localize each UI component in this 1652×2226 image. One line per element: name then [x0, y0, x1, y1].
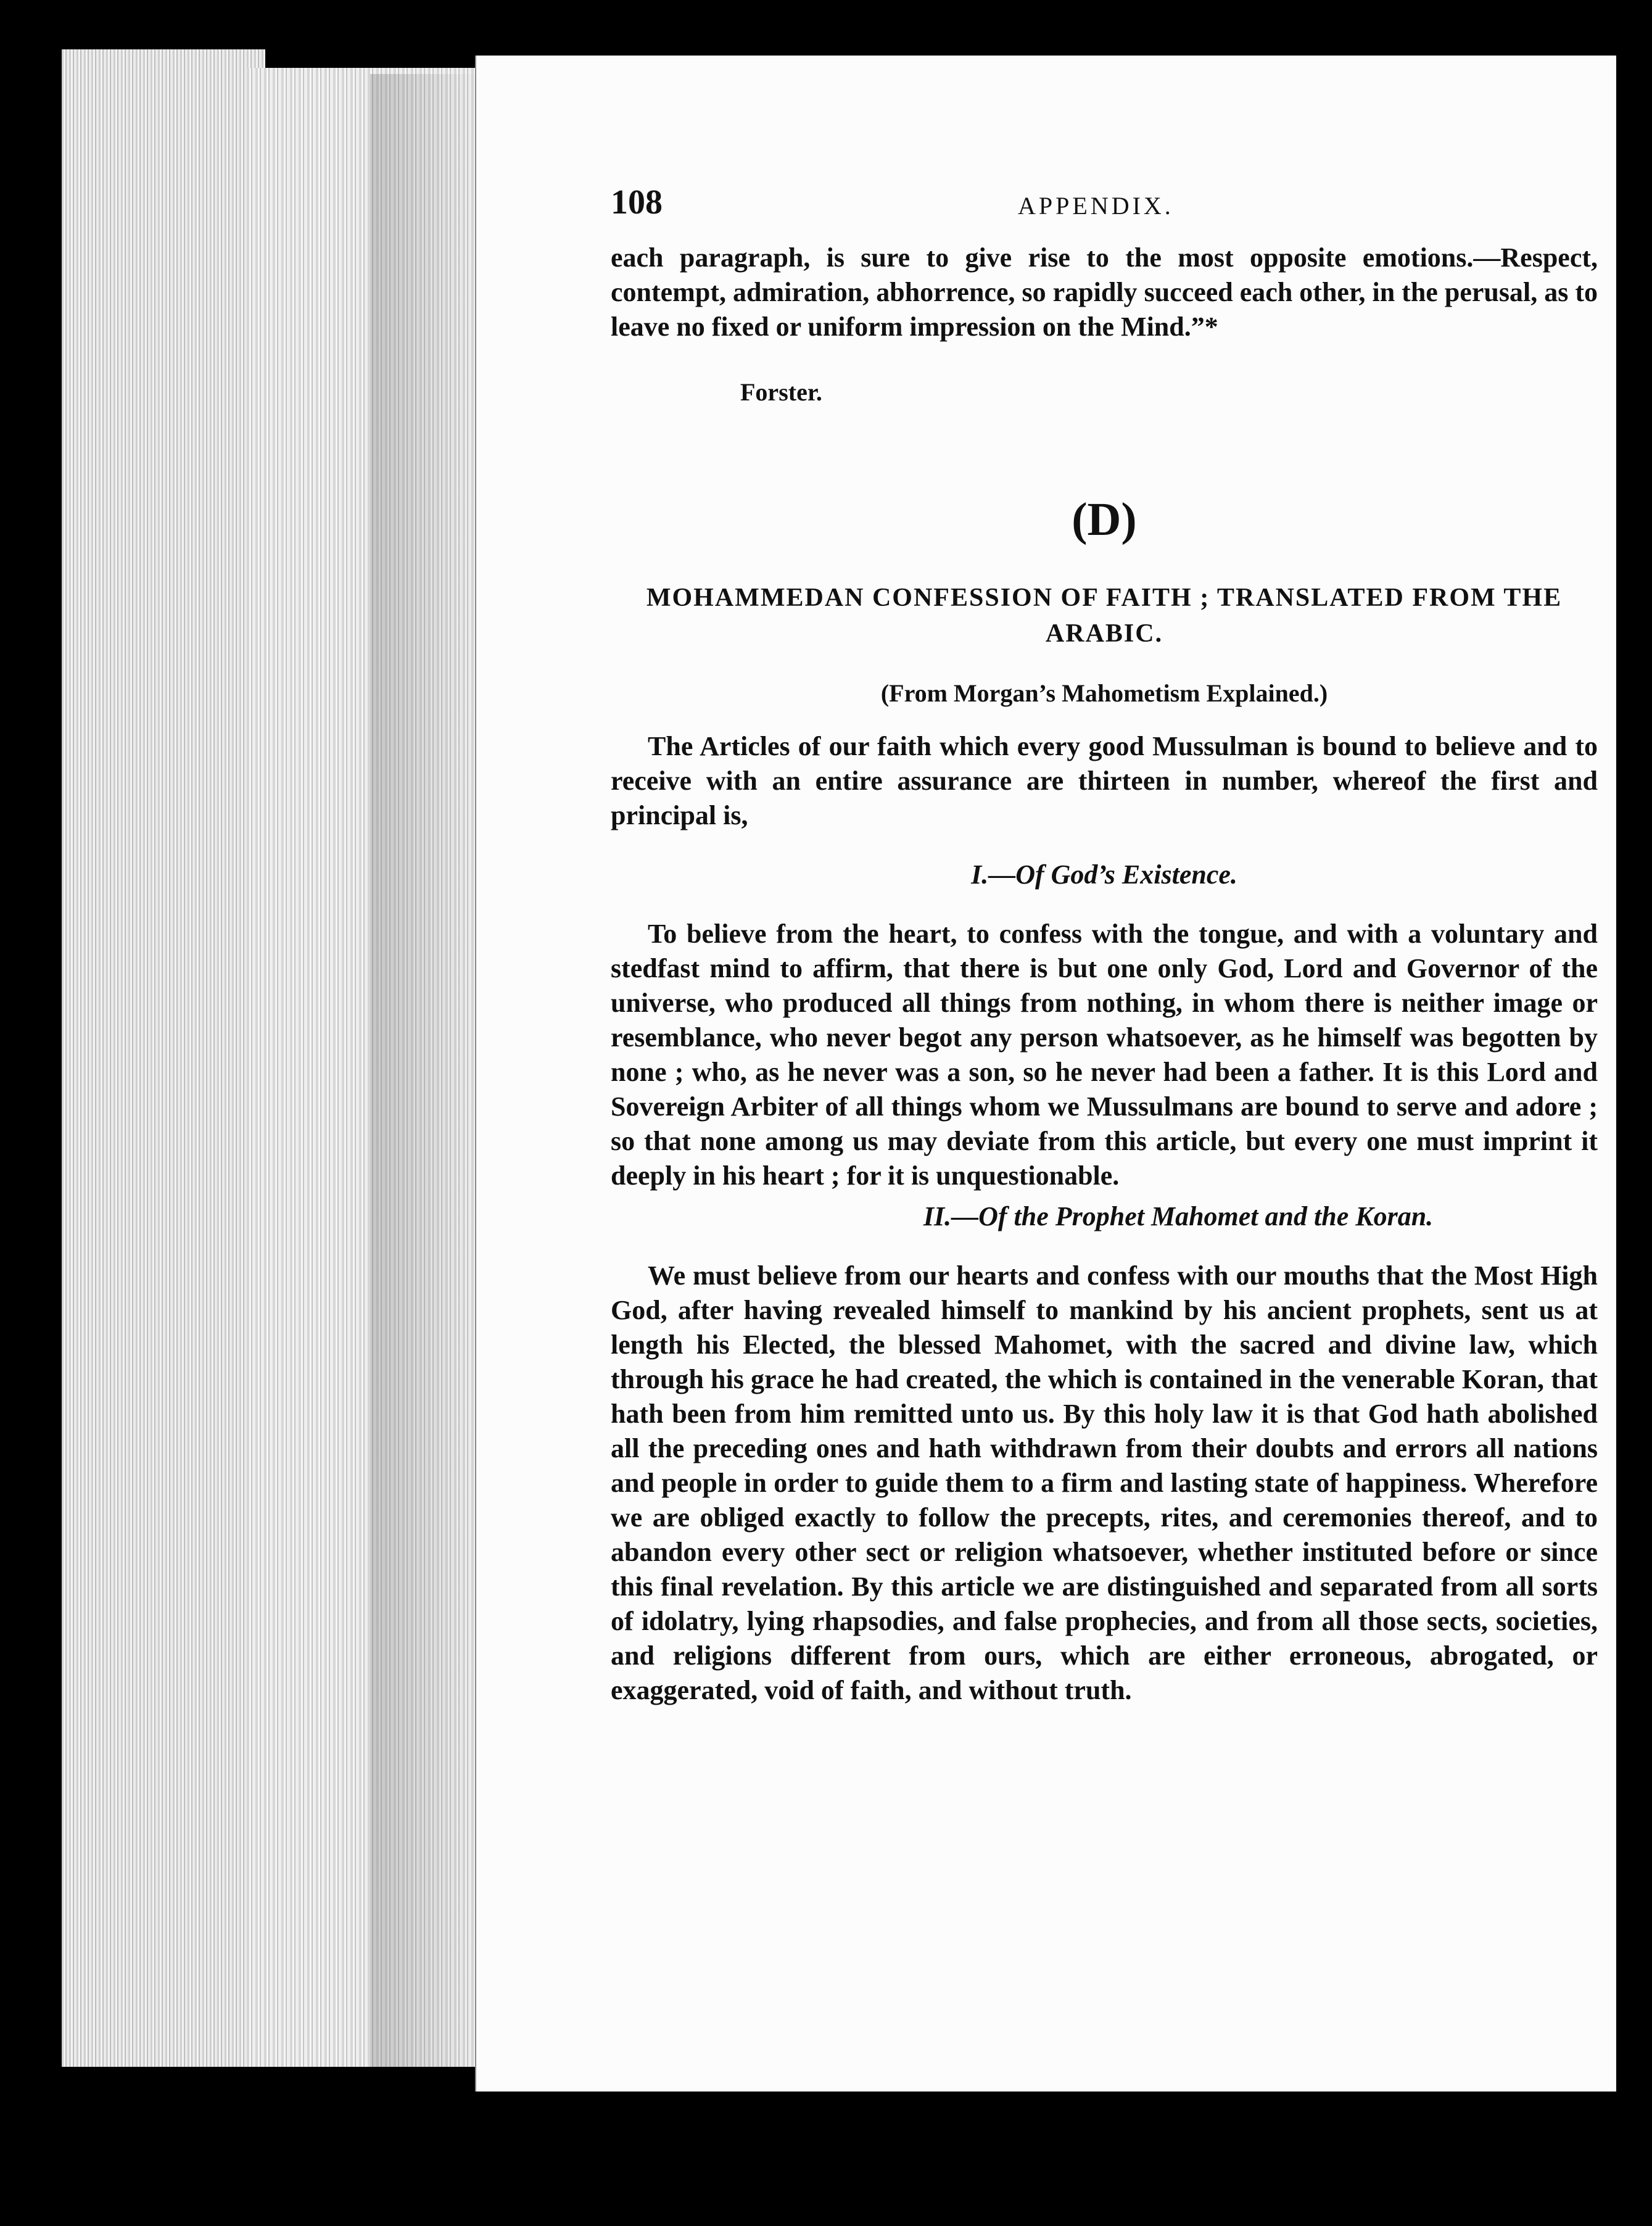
article-1-heading: I.—Of God’s Existence. — [971, 859, 1237, 890]
source-note: (From Morgan’s Mahometism Explained.) — [880, 679, 1328, 707]
page-number: 108 — [611, 183, 663, 221]
page-text-block — [611, 185, 1598, 1708]
article-1-body: To believe from the heart, to confess with the tongue, and with a voluntary and stedfast mind to affirm, that there is but one only God, Lord and Governor of the universe, who produced all things from nothing, in whom there is neither image or resemblance, who never begot any person whatsoever, as he himself was begotten by none ; who, as he never was a son, so he never had been a father. It is this Lord and Sovereign Arbiter of all things whom we Mussulmans are bound to serve and adore ; so that none among us may deviate from this article, but every one must imprint it deeply in his heart ; for it is unquestionable. — [611, 919, 1598, 1191]
scan-border — [1616, 0, 1652, 2226]
intro-paragraph: The Articles of our faith which every good Mussulman is bound to believe and to receive with an entire assurance are thirteen in number, whereof the first and principal is, — [611, 731, 1598, 830]
section-heading: MOHAMMEDAN CONFESSION OF FAITH ; TRANSLATED FROM THE ARABIC. — [646, 584, 1563, 648]
page-gutter-shadow — [370, 74, 481, 2067]
quote-author: Forster. — [740, 378, 822, 406]
section-label: (D) — [1072, 494, 1137, 545]
running-title: APPENDIX. — [1018, 192, 1174, 220]
article-2-heading: II.—Of the Prophet Mahomet and the Koran. — [923, 1201, 1434, 1231]
quote-continuation: each paragraph, is sure to give rise to the most opposite emotions.—Respect, contempt, admiration, abhorrence, so rapidly succeed each other, in the perusal, as to leave no fixed or uniform impression on the Mind.”* — [611, 242, 1598, 342]
article-2-body: We must believe from our hearts and confess with our mouths that the Most High God, after having revealed himself to mankind by his ancient prophets, sent us at length his Elected, the blessed Mahomet, with the sacred and divine law, which through his grace he had created, the which is contained in the venerable Koran, that hath been from him remitted unto us. By this holy law it is that God hath abolished all the preceding ones and hath withdrawn from their doubts and errors all nations and people in order to guide them to a firm and lasting state of happiness. Wherefore we are obliged exactly to follow the precepts, rites, and ceremonies thereof, and to abandon every other sect or religion whatsoever, whether instituted before or since this final revelation. By this article we are distinguished and separated from all sorts of idolatry, lying rhapsodies, and false prophecies, and from all those sects, societies, and religions different from ours, which are either erroneous, abrogated, or exaggerated, void of faith, and without truth. — [611, 1260, 1598, 1705]
page-edges-outer — [62, 49, 265, 2067]
running-head — [611, 185, 1598, 241]
